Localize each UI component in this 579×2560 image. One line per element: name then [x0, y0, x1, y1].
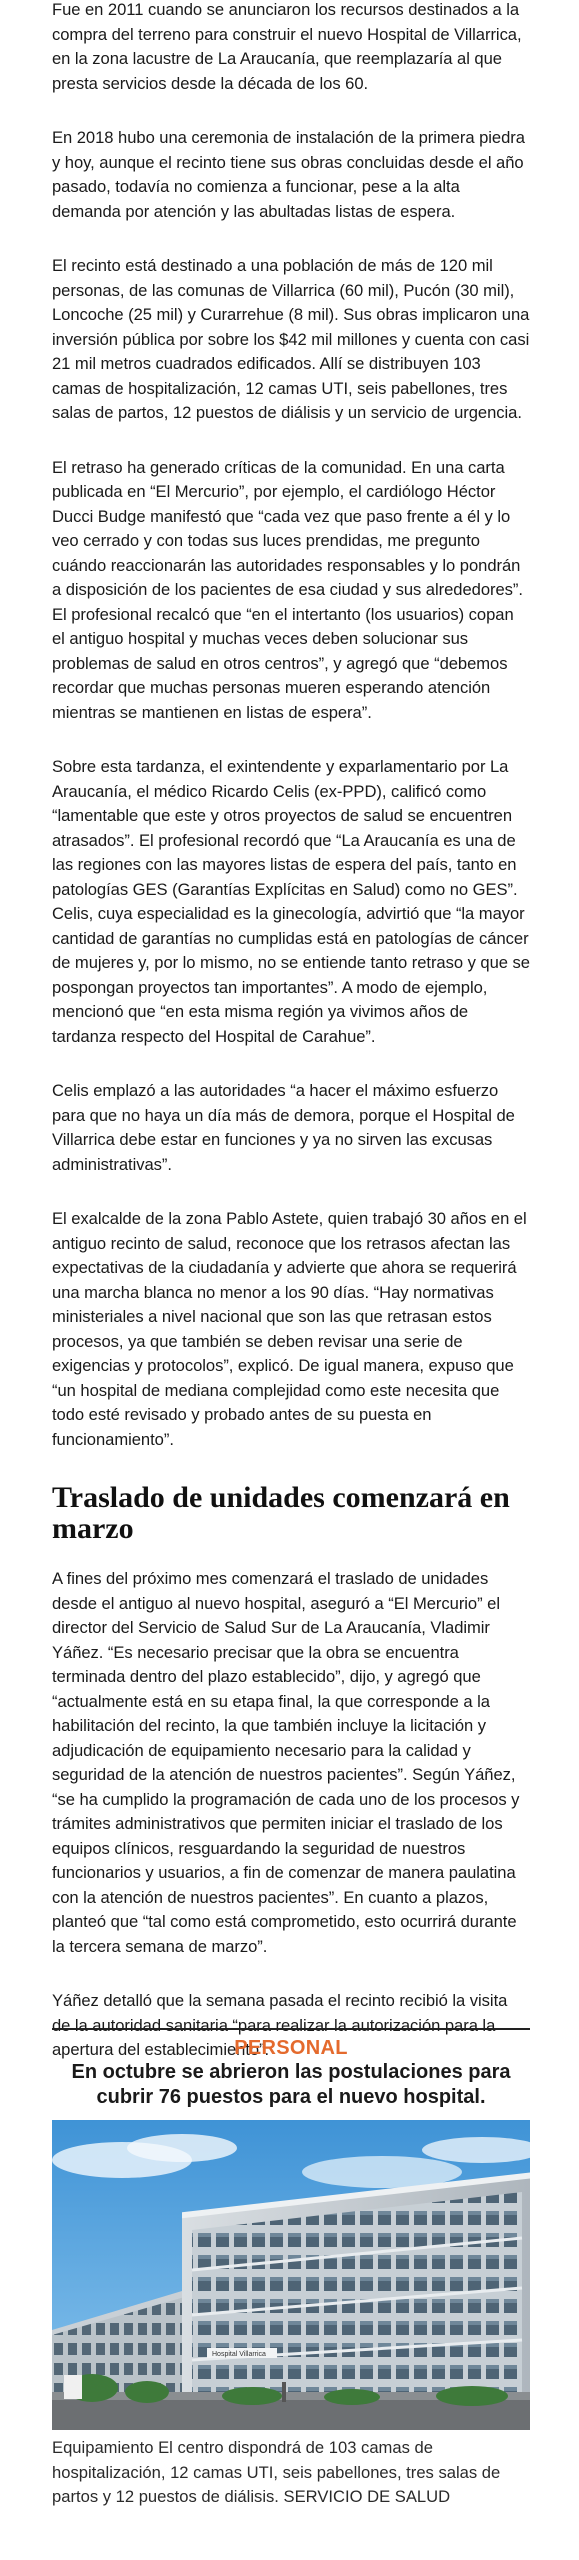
hospital-sign: Hospital Villarrica [212, 2351, 266, 2358]
article-body [52, 0, 530, 2093]
sidebar-divider [52, 2028, 530, 2030]
sidebar-title: En octubre se abrieron las postulaciones para cubrir 76 puestos para el nuevo hospital. [71, 2061, 511, 2108]
article-paragraph: El retraso ha generado críticas de la comunidad. En una carta publicada en “El Mercurio”, por ejemplo, el cardiólogo Héctor Ducci Budge manifestó que “cada vez que paso frente a él y lo veo cerrado y con todas sus luces prendidas, me pregunto cuándo reaccionarán las autoridades responsables y lo pondrán a disposición de los pacientes de esa ciudad y sus alrededores”. El profesional recalcó que “en el intertanto (los usuarios) copan el antiguo hospital y muchas veces deben solucionar sus problemas de salud en otros centros”, y agregó que “debemos recordar que muchas personas mueren esperando atención mientras se mantienen en listas de espera”. [52, 457, 523, 722]
article-paragraph: Yáñez detalló que la semana pasada el recinto recibió la visita de la autoridad sanitaria “para realizar la autorización para la apertura del establecimiento”. [52, 1991, 508, 2059]
article-paragraph: Celis emplazó a las autoridades “a hacer el máximo esfuerzo para que no haya un día más de demora, porque el Hospital de Villarrica debe estar en funciones y ya no sirven las excusas administrativas”. [52, 1081, 515, 1174]
photo-caption: Equipamiento El centro dispondrá de 103 camas de hospitalización, 12 camas UTI, seis pabellones, tres salas de partos y 12 puestos de diálisis. SERVICIO DE SALUD [52, 2438, 501, 2506]
hospital-photo [52, 2120, 530, 2430]
section-subhead: Traslado de unidades comenzará en marzo [52, 1481, 510, 1545]
article-paragraph: Sobre esta tardanza, el exintendente y exparlamentario por La Araucanía, el médico Ricardo Celis (ex-PPD), calificó como “lamentable que este y otros proyectos de salud se encuentren atrasados”. El profesional recordó que “La Araucanía es una de las regiones con las mayores listas de espera del país, tanto en patologías GES (Garantías Explícitas en Salud) como no GES”. Celis, cuya especialidad es la ginecología, advirtió que “la mayor cantidad de garantías no cumplidas está en patologías de cáncer de mujeres y, por lo mismo, no se entiende tanto retraso y que se pospongan proyectos tan importantes”. A modo de ejemplo, mencionó que “en esta misma región ya vivimos años de tardanza respecto del Hospital de Carahue”. [52, 757, 530, 1046]
sidebar-kicker: PERSONAL [234, 2037, 348, 2059]
article-paragraph: Fue en 2011 cuando se anunciaron los recursos destinados a la compra del terreno para construir el nuevo Hospital de Villarrica, en la zona lacustre de La Araucanía, que reemplazaría al que presta servicios desde la década de los 60. [52, 0, 522, 93]
article-paragraph: En 2018 hubo una ceremonia de instalación de la primera piedra y hoy, aunque el recinto tiene sus obras concluidas desde el año pasado, todavía no comienza a funcionar, pese a la alta demanda por atención y las abultadas listas de espera. [52, 128, 525, 221]
article-paragraph: El recinto está destinado a una población de más de 120 mil personas, de las comunas de Villarrica (60 mil), Pucón (30 mil), Loncoche (25 mil) y Curarrehue (8 mil). Sus obras implicaron una inversión pública por sobre los $42 mil millones y cuenta con casi 21 mil metros cuadrados edificados. Allí se distribuyen 103 camas de hospitalización, 12 camas UTI, seis pabellones, tres salas de partos, 12 puestos de diálisis y un servicio de urgencia. [52, 256, 530, 422]
article-paragraph: A fines del próximo mes comenzará el traslado de unidades desde el antiguo al nuevo hospital, aseguró a “El Mercurio” el director del Servicio de Salud Sur de La Araucanía, Vladimir Yáñez. “Es necesario precisar que la obra se encuentra terminada dentro del plazo establecido”, dijo, y agregó que “actualmente está en su etapa final, la que corresponde a la habilitación del recinto, la que también incluye la licitación y adjudicación de equipamiento necesario para la calidad y seguridad de la atención de nuestros pacientes”. Según Yáñez, “se ha cumplido la programación de cada uno de los procesos y trámites administrativos que permiten iniciar el traslado de los equipos clínicos, resguardando la seguridad de nuestros funcionarios y usuarios, a fin de comenzar de manera paulatina con la atención de nuestros pacientes”. En cuanto a plazos, planteó que “tal como está comprometido, esto ocurrirá durante la tercera semana de marzo”. [52, 1569, 520, 1956]
sidebar-box [52, 2028, 530, 2510]
article-paragraph: El exalcalde de la zona Pablo Astete, quien trabajó 30 años en el antiguo recinto de salud, reconoce que los retrasos afectan las expectativas de la ciudadanía y advierte que ahora se requerirá una marcha blanca no menor a los 90 días. “Hay normativas ministeriales a nivel nacional que son las que retrasan estos procesos, ya que también se deben revisar una serie de exigencias y protocolos”, explicó. De igual manera, expuso que “un hospital de mediana complejidad como este necesita que todo esté revisado y probado antes de su puesta en funcionamiento”. [52, 1209, 527, 1449]
